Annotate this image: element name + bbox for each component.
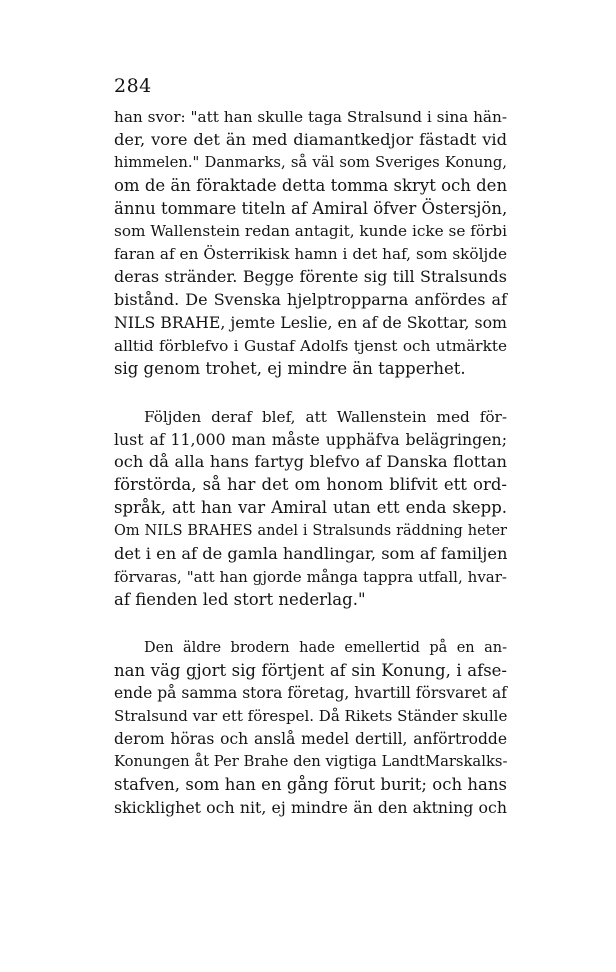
page-number: 284 (114, 75, 152, 97)
text-line: lust af 11,000 man måste upphäfva belägringen; (114, 429, 507, 449)
text-line: om de än föraktade detta tomma skryt och den (114, 175, 508, 195)
text-line: språk, att han var Amiral utan ett enda skepp. (114, 498, 507, 518)
paragraph-3 (114, 637, 507, 820)
text-line: Stralsund var ett förespel. Då Rikets Ständer skulle (114, 707, 508, 726)
text-line: skicklighet och nit, ej mindre än den aktning och (114, 797, 507, 817)
text-line: det i en af de gamla handlingar, som af familjen (114, 544, 508, 564)
text-line: bistånd. De Svenska hjelptropparna anfördes af (114, 290, 507, 310)
text-line: nan väg gjort sig förtjent af sin Konung, i afse- (114, 660, 507, 680)
text-line: stafven, som han en gång förut burit; och hans (114, 775, 507, 795)
text-line: ende på samma stora företag, hvartill försvaret af (114, 684, 507, 703)
body-text (114, 106, 507, 845)
text-line: Konungen åt Per Brahe den vigtiga LandtMarskalks- (114, 753, 508, 771)
text-line: förvaras, "att han gjorde många tappra utfall, hvar- (114, 567, 507, 586)
text-line: förstörda, så har det om honom blifvit ett ord- (114, 475, 507, 495)
paragraph-1 (114, 106, 507, 381)
text-line: himmelen." Danmarks, så väl som Sveriges Konung, (114, 153, 507, 171)
text-line: NILS BRAHE, jemte Leslie, en af de Skottar, som (114, 313, 507, 333)
text-line: ännu tommare titeln af Amiral öfver Östersjön, (114, 198, 508, 218)
paragraph-2 (114, 406, 507, 612)
text-line: och då alla hans fartyg blefvo af Danska flottan (114, 452, 507, 472)
text-line: derom höras och anslå medel dertill, anförtrodde (114, 730, 507, 749)
text-line: af fienden led stort nederlag." (114, 589, 366, 609)
text-line: sig genom trohet, ej mindre än tapperhet. (114, 358, 466, 378)
text-line: deras stränder. Begge förente sig till Stralsunds (114, 267, 507, 287)
text-line: Den äldre brodern hade emellertid på en an- (144, 639, 507, 656)
text-line: Om NILS BRAHES andel i Stralsunds räddning heter (114, 523, 507, 540)
text-line: der, vore det än med diamantkedjor fästadt vid (114, 129, 507, 149)
text-line: faran af en Österrikisk hamn i det haf, som sköljde (114, 245, 507, 264)
text-line: som Wallenstein redan antagit, kunde icke se förbi (114, 222, 507, 241)
text-line: han svor: "att han skulle taga Stralsund i sina hän- (114, 108, 507, 126)
text-line: alltid förblefvo i Gustaf Adolfs tjenst och utmärkte (114, 336, 507, 355)
text-line: Följden deraf blef, att Wallenstein med för- (144, 407, 507, 426)
